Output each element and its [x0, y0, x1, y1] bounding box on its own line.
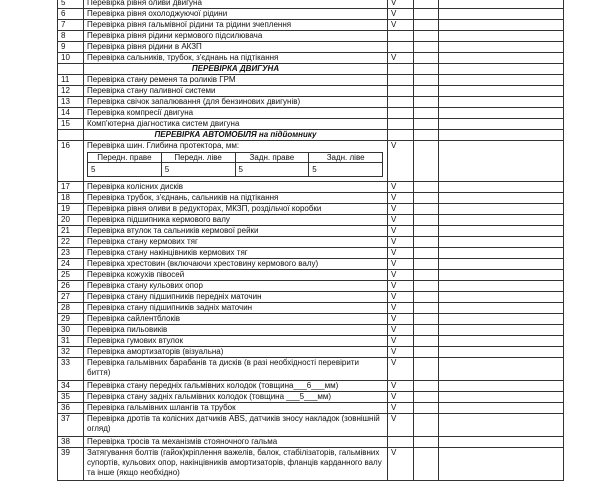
check-mark: V [388, 141, 414, 182]
check-mark: V [388, 347, 414, 358]
tread-header: Задн. ліве [309, 153, 383, 163]
check-mark: V [388, 226, 414, 237]
check-mark [388, 42, 414, 53]
tread-value: 5 [309, 163, 383, 177]
check-mark: V [388, 303, 414, 314]
inspection-checklist [57, 0, 564, 481]
table-row: 7 Перевірка рівня гальмівної рідини та рідини зчеплення V [58, 20, 564, 31]
table-row: 28 Перевірка стану підшипників задніх маточин V [58, 303, 564, 314]
table-row: 24 Перевірка хрестовин (включаючи хрестовину кермового валу) V [58, 259, 564, 270]
table-row: 27 Перевірка стану підшипників передніх маточин V [58, 292, 564, 303]
check-mark: V [388, 403, 414, 414]
check-mark: V [388, 259, 414, 270]
tread-value: 5 [161, 163, 235, 177]
check-mark: V [388, 9, 414, 20]
check-mark: V [388, 270, 414, 281]
check-mark: V [388, 325, 414, 336]
table-row: 36 Перевірка гальмівних шлангів та трубок V [58, 403, 564, 414]
table-row: 13 Перевірка свічок запалювання (для бензинових двигунів) [58, 97, 564, 108]
section-header-row [58, 130, 564, 141]
tread-depth-table [87, 152, 383, 177]
section-title-lift: ПЕРЕВІРКА АВТОМОБІЛЯ на підйомнику [84, 130, 388, 141]
check-mark: V [388, 204, 414, 215]
table-row: 14 Перевірка компресії двигуна [58, 108, 564, 119]
tread-header: Задн. праве [235, 153, 309, 163]
table-row: 6 Перевірка рівня охолоджуючої рідини V [58, 9, 564, 20]
check-mark: V [388, 281, 414, 292]
table-row: 19 Перевірка рівня оливи в редукторах, МКЗП, роздільчої коробки V [58, 204, 564, 215]
table-row: 12 Перевірка стану паливної системи [58, 86, 564, 97]
tread-value: 5 [88, 163, 162, 177]
table-row: 10 Перевірка сальників, трубок, з'єднань на підтікання V [58, 53, 564, 64]
check-mark: V [388, 0, 414, 9]
table-row: 18 Перевірка трубок, з'єднань, сальників на підтікання V [58, 193, 564, 204]
table-row: 30 Перевірка пильовиків V [58, 325, 564, 336]
table-row: 23 Перевірка стану накінцівників кермових тяг V [58, 248, 564, 259]
table-row: 39 Затягування болтів (гайок)кріплення важелів, балок, стабілізаторів, гальмівних супортів, кульових опор, накінцівників амортизаторів, фланців карданного валу та інше (якщо необхідно) V [58, 448, 564, 481]
table-row: 15 Комп'ютерна діагностика систем двигуна [58, 119, 564, 130]
check-mark: V [388, 314, 414, 325]
table-row: 32 Перевірка амортизаторів (візуальна) V [58, 347, 564, 358]
table-row: 31 Перевірка гумових втулок V [58, 336, 564, 347]
section-header-row [58, 64, 564, 75]
table-row: 38 Перевірка тросів та механізмів стояночного гальма [58, 437, 564, 448]
tread-header: Передн. ліве [161, 153, 235, 163]
check-mark: V [388, 20, 414, 31]
table-row: 17 Перевірка колісних дисків V [58, 182, 564, 193]
table-row: 20 Перевірка підшипника кермового валу V [58, 215, 564, 226]
check-mark [388, 437, 414, 448]
table-row: 25 Перевірка кожухів півосей V [58, 270, 564, 281]
table-row: 34 Перевірка стану передніх гальмівних колодок (товщина___6___мм) V [58, 381, 564, 392]
table-row: 8 Перевірка рівня рідини кермового підсилювача [58, 31, 564, 42]
check-mark: V [388, 336, 414, 347]
table-row: 21 Перевірка втулок та сальників кермової рейки V [58, 226, 564, 237]
tread-value: 5 [235, 163, 309, 177]
check-mark: V [388, 237, 414, 248]
table-row: 11 Перевірка стану ременя та роликів ГРМ [58, 75, 564, 86]
table-row: 5 Перевірка рівня оливи двигуна V [58, 0, 564, 9]
check-mark [388, 31, 414, 42]
check-mark: V [388, 215, 414, 226]
tread-label: Перевірка шин. Глибина протектора, мм: [87, 141, 240, 150]
table-row-tread: 16 Перевірка шин. Глибина протектора, мм: Передн. праве Передн. ліве Задн. праве Задн. ліве 5 5 5 5 V [58, 141, 564, 182]
checklist-table [57, 0, 564, 481]
check-mark: V [388, 193, 414, 204]
check-mark: V [388, 392, 414, 403]
table-row: 29 Перевірка сайлентблоків V [58, 314, 564, 325]
check-mark: V [388, 53, 414, 64]
table-row: 35 Перевірка стану задніх гальмівних колодок (товщина ___5___мм) V [58, 392, 564, 403]
table-row: 9 Перевірка рівня рідини в АКЗП [58, 42, 564, 53]
check-mark: V [388, 448, 414, 481]
table-row: 26 Перевірка стану кульових опор V [58, 281, 564, 292]
check-mark: V [388, 248, 414, 259]
table-row: 22 Перевірка стану кермових тяг V [58, 237, 564, 248]
check-mark: V [388, 182, 414, 193]
table-row: 37 Перевірка дротів та колісних датчиків ABS, датчиків зносу накладок (зовнішній огляд) V [58, 414, 564, 437]
tread-header: Передн. праве [88, 153, 162, 163]
section-title-engine: ПЕРЕВІРКА ДВИГУНА [84, 64, 388, 75]
table-row: 33 Перевірка гальмівних барабанів та дисків (в разі необхідності перевірити биття) V [58, 358, 564, 381]
check-mark: V [388, 358, 414, 381]
check-mark: V [388, 414, 414, 437]
check-mark: V [388, 381, 414, 392]
check-mark: V [388, 292, 414, 303]
